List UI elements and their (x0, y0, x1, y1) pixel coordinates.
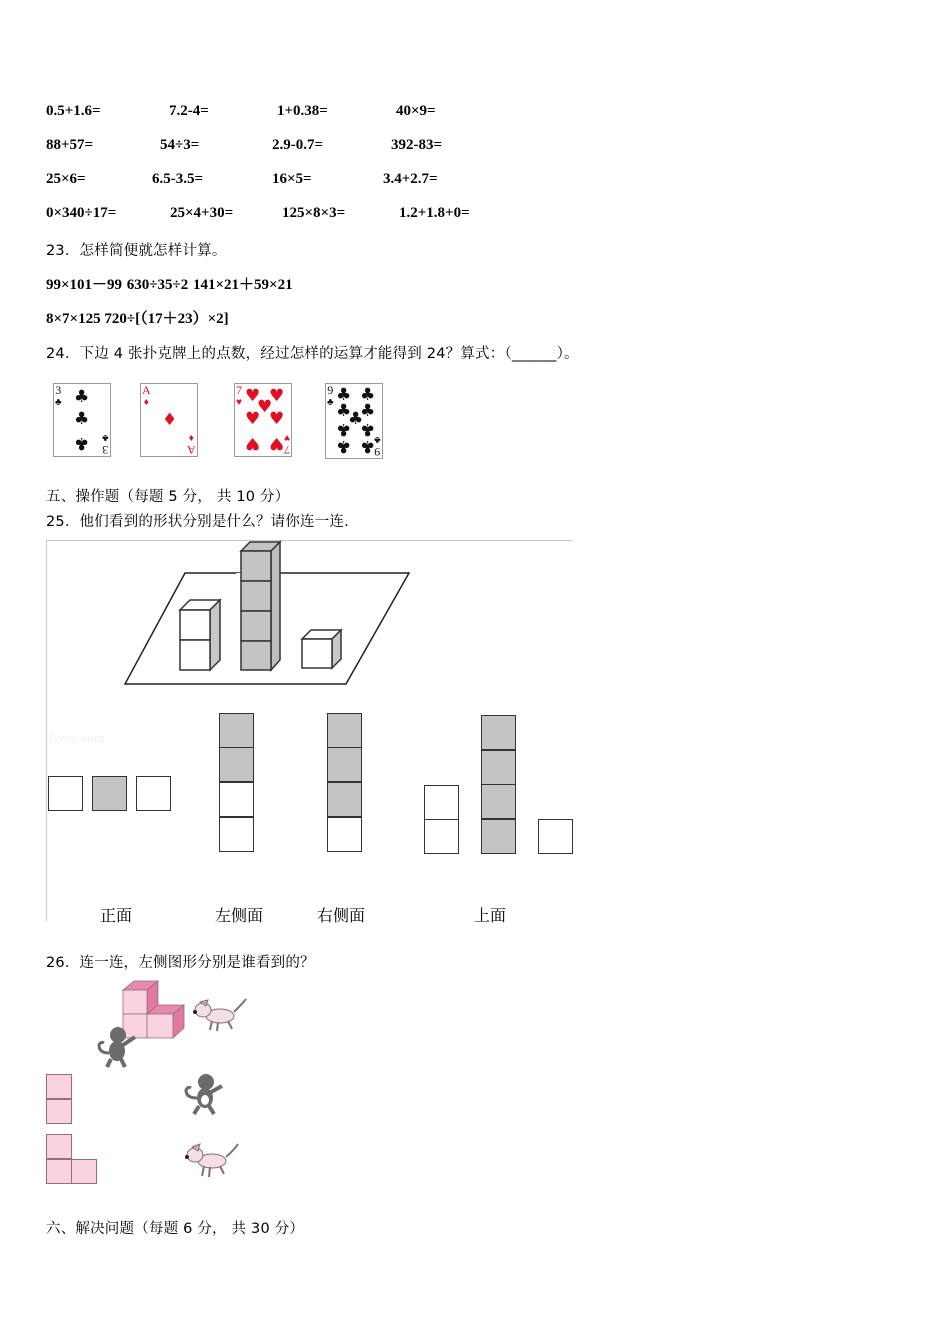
section5-title: 五、操作题（每题 5 分， 共 10 分） (46, 489, 290, 505)
square-white (327, 817, 362, 852)
club-icon: ♣ (336, 436, 352, 456)
calc-item: 6.5-3.5= (152, 171, 204, 187)
view-label-front: 正面 (100, 906, 133, 925)
calc-item: 7.2-4= (169, 103, 209, 119)
card-rank: A (142, 383, 151, 397)
club-icon: ♣ (348, 409, 364, 429)
q23-title: 23．怎样简便就怎样计算。 (46, 243, 227, 259)
club-icon: ♣ (360, 401, 376, 421)
heart-icon: ♥ (269, 433, 285, 453)
heart-icon: ♥ (269, 386, 285, 406)
square-gray (327, 782, 362, 817)
view-label-left: 左侧面 (215, 906, 264, 925)
club-icon: ♣ (360, 385, 376, 405)
square-gray (481, 819, 516, 854)
heart-icon: ♥ (269, 409, 285, 429)
pink-square (46, 1134, 72, 1159)
pink-square (46, 1074, 72, 1099)
square-gray (481, 715, 516, 750)
square-gray (219, 713, 254, 748)
heart-icon: ♥ (257, 397, 273, 417)
club-icon: ♣ (74, 433, 90, 453)
square-gray (327, 713, 362, 748)
square-white (219, 782, 254, 817)
calc-item: 40×9= (396, 103, 436, 119)
card-rank: 7 (236, 383, 242, 397)
calc-item: 0×340÷17= (46, 205, 117, 221)
q23-line1: 99×101－99 630÷35÷2 141×21＋59×21 (46, 277, 293, 293)
card-rank: 7 (284, 443, 290, 457)
calc-item: 25×6= (46, 171, 86, 187)
club-icon: ♣ (374, 434, 381, 445)
dog-icon (190, 996, 250, 1036)
square-gray (481, 784, 516, 819)
calc-item: 2.9-0.7= (272, 137, 324, 153)
heart-icon: ♥ (245, 409, 261, 429)
diamond-icon: ♦ (189, 432, 195, 443)
q23-line2: 8×7×125 720÷[（17＋23）×2] (46, 311, 229, 327)
card-rank: 9 (327, 383, 334, 397)
q26-title: 26．连一连，左侧图形分别是谁看到的？ (46, 955, 315, 971)
monkey-icon[interactable] (182, 1072, 227, 1117)
heart-icon: ♥ (236, 397, 242, 408)
card-rank: 3 (55, 383, 62, 397)
calc-item: 3.4+2.7= (383, 171, 438, 187)
club-icon: ♣ (336, 385, 352, 405)
monkey-icon (93, 1025, 138, 1070)
club-icon: ♣ (102, 432, 109, 443)
square-white (424, 819, 459, 854)
pink-square (46, 1159, 72, 1184)
diamond-icon: ♦ (162, 410, 178, 430)
club-icon: ♣ (360, 436, 376, 456)
calc-item: 16×5= (272, 171, 312, 187)
club-icon: ♣ (336, 419, 352, 439)
square-white (424, 785, 459, 820)
pink-square (71, 1159, 97, 1184)
square-white (48, 776, 83, 811)
calc-item: 392-83= (391, 137, 443, 153)
cubes-on-platform-illustration (0, 0, 600, 700)
calc-item: 25×4+30= (170, 205, 234, 221)
dog-icon[interactable] (182, 1140, 242, 1182)
calc-item: 125×8×3= (282, 205, 346, 221)
calc-item: 1+0.38= (277, 103, 328, 119)
club-icon: ♣ (74, 409, 90, 429)
calc-item: 54÷3= (160, 137, 200, 153)
heart-icon: ♥ (245, 433, 261, 453)
card-rank: A (187, 443, 196, 457)
card-rank: 3 (102, 443, 109, 457)
heart-icon: ♥ (284, 432, 290, 443)
view-label-right: 右侧面 (317, 906, 366, 925)
q25-title: 25．他们看到的形状分别是什么？请你连一连. (46, 514, 349, 530)
q24-title: 24．下边 4 张扑克牌上的点数，经过怎样的运算才能得到 24？算式：（______）。 (46, 346, 579, 362)
square-white (219, 817, 254, 852)
diamond-icon: ♦ (143, 397, 149, 408)
card-rank: 9 (374, 445, 381, 459)
view-label-top: 上面 (474, 906, 507, 925)
square-white (538, 819, 573, 854)
section6-title: 六、解决问题（每题 6 分， 共 30 分） (46, 1221, 305, 1237)
club-icon: ♣ (55, 397, 62, 408)
square-gray (481, 750, 516, 785)
club-icon: ♣ (336, 401, 352, 421)
square-gray (219, 747, 254, 782)
calc-item: 0.5+1.6= (46, 103, 101, 119)
pink-square (46, 1099, 72, 1124)
calc-item: 88+57= (46, 137, 94, 153)
square-white (136, 776, 171, 811)
club-icon: ♣ (327, 397, 334, 408)
watermark: Jyeoo.com (48, 730, 104, 745)
square-gray (327, 747, 362, 782)
club-icon: ♣ (74, 387, 90, 407)
calc-item: 1.2+1.8+0= (399, 205, 470, 221)
club-icon: ♣ (360, 419, 376, 439)
square-gray (92, 776, 127, 811)
heart-icon: ♥ (245, 386, 261, 406)
